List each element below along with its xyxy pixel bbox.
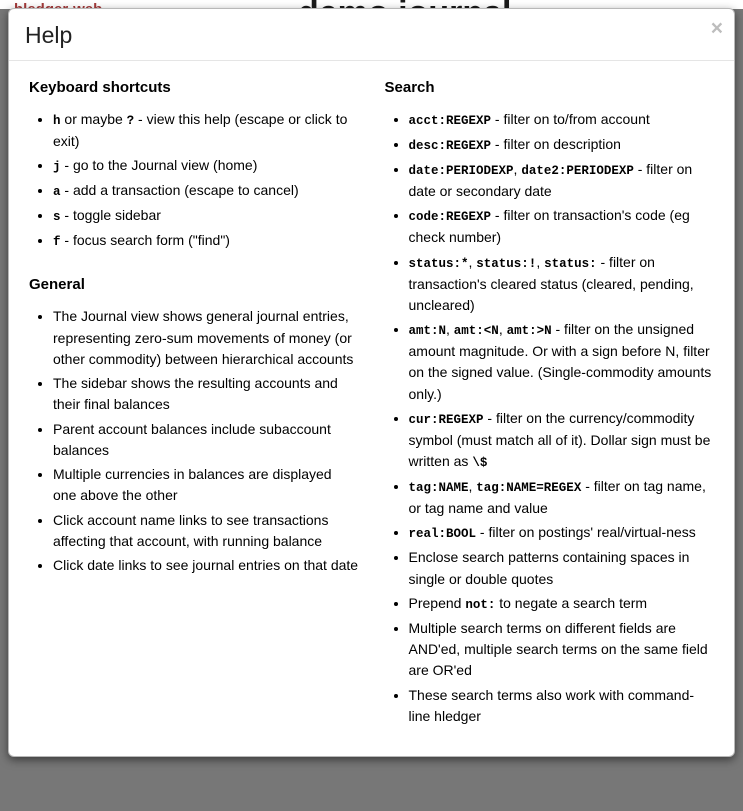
list-item: • f - focus search form ("find") bbox=[53, 230, 359, 252]
list-item: • a - add a transaction (escape to cancel) bbox=[53, 180, 359, 202]
inline-code: h bbox=[53, 114, 61, 128]
list-item: • Click account name links to see transactions affecting that account, with running balance bbox=[53, 510, 359, 553]
list-item: • real:BOOL - filter on postings' real/virtual-ness bbox=[409, 522, 715, 544]
inline-code: status:! bbox=[476, 256, 537, 271]
inline-code: desc:REGEXP bbox=[408, 139, 492, 153]
help-list bbox=[29, 306, 359, 576]
list-item: • date:PERIODEXP, date2:PERIODEXP - filter on date or secondary date bbox=[409, 159, 715, 202]
inline-code: status: bbox=[544, 256, 597, 271]
list-item: • amt:N, amt:<N, amt:>N - filter on the unsigned amount magnitude. Or with a sign before N, filter on the signed value. (Single-commodity amounts only.) bbox=[409, 319, 715, 405]
list-item: • tag:NAME, tag:NAME=REGEX - filter on tag name, or tag name and value bbox=[409, 476, 715, 519]
list-item: • Multiple search terms on different fields are AND'ed, multiple search terms on the same field are OR'ed bbox=[409, 618, 715, 682]
inline-code: code:REGEXP bbox=[408, 210, 492, 225]
list-item: • The Journal view shows general journal entries, representing zero-sum movements of money (or other commodity) between hierarchical accounts bbox=[53, 306, 359, 370]
inline-code: ? bbox=[126, 114, 135, 128]
inline-code: status:* bbox=[408, 256, 469, 271]
inline-code: \$ bbox=[472, 456, 488, 471]
inline-code: a bbox=[53, 185, 61, 200]
list-item: • The sidebar shows the resulting accounts and their final balances bbox=[53, 373, 359, 416]
list-item: • These search terms also work with command-line hledger bbox=[409, 685, 715, 728]
inline-code: cur:REGEXP bbox=[408, 412, 484, 427]
inline-code: f bbox=[53, 235, 61, 250]
list-item: • acct:REGEXP - filter on to/from account bbox=[409, 109, 715, 131]
modal-header bbox=[9, 9, 734, 61]
list-item: • Parent account balances include subaccount balances bbox=[53, 419, 359, 462]
list-item: • Multiple currencies in balances are displayed one above the other bbox=[53, 464, 359, 507]
inline-code: s bbox=[53, 210, 61, 225]
help-modal bbox=[8, 8, 735, 757]
inline-code: real:BOOL bbox=[408, 527, 477, 542]
list-item: • Enclose search patterns containing spaces in single or double quotes bbox=[409, 547, 715, 590]
help-list bbox=[385, 109, 715, 727]
inline-code: tag:NAME bbox=[408, 481, 469, 496]
list-item: • status:*, status:!, status: - filter on transaction's cleared status (cleared, pending, uncleared) bbox=[409, 252, 715, 317]
help-column-left bbox=[29, 79, 359, 730]
close-icon[interactable]: × bbox=[710, 17, 723, 40]
section-heading: Keyboard shortcuts bbox=[29, 79, 171, 96]
list-item: • j - go to the Journal view (home) bbox=[53, 155, 359, 177]
section-heading: Search bbox=[384, 79, 435, 96]
modal-body bbox=[9, 61, 734, 756]
modal-title: Help bbox=[25, 22, 73, 48]
inline-code: date2:PERIODEXP bbox=[521, 164, 634, 178]
inline-code: amt:>N bbox=[506, 324, 552, 339]
list-item: • s - toggle sidebar bbox=[53, 205, 359, 227]
list-item: • h or maybe ? - view this help (escape or click to exit) bbox=[53, 109, 359, 152]
list-item: • Click date links to see journal entries on that date bbox=[53, 555, 359, 576]
inline-code: not: bbox=[465, 597, 496, 612]
list-item: • Prepend not: to negate a search term bbox=[409, 593, 715, 615]
inline-code: acct:REGEXP bbox=[408, 114, 492, 128]
inline-code: tag:NAME=REGEX bbox=[476, 481, 582, 496]
help-column-right bbox=[385, 79, 715, 730]
list-item: • cur:REGEXP - filter on the currency/commodity symbol (must match all of it). Dollar sign must be written as \$ bbox=[409, 408, 715, 473]
inline-code: j bbox=[53, 160, 61, 175]
help-list bbox=[29, 109, 359, 252]
section-heading: General bbox=[29, 276, 85, 294]
inline-code: date:PERIODEXP bbox=[408, 164, 514, 178]
inline-code: amt:N bbox=[408, 324, 447, 339]
list-item: • code:REGEXP - filter on transaction's code (eg check number) bbox=[409, 205, 715, 248]
inline-code: amt:<N bbox=[453, 324, 499, 339]
list-item: • desc:REGEXP - filter on description bbox=[409, 134, 715, 156]
